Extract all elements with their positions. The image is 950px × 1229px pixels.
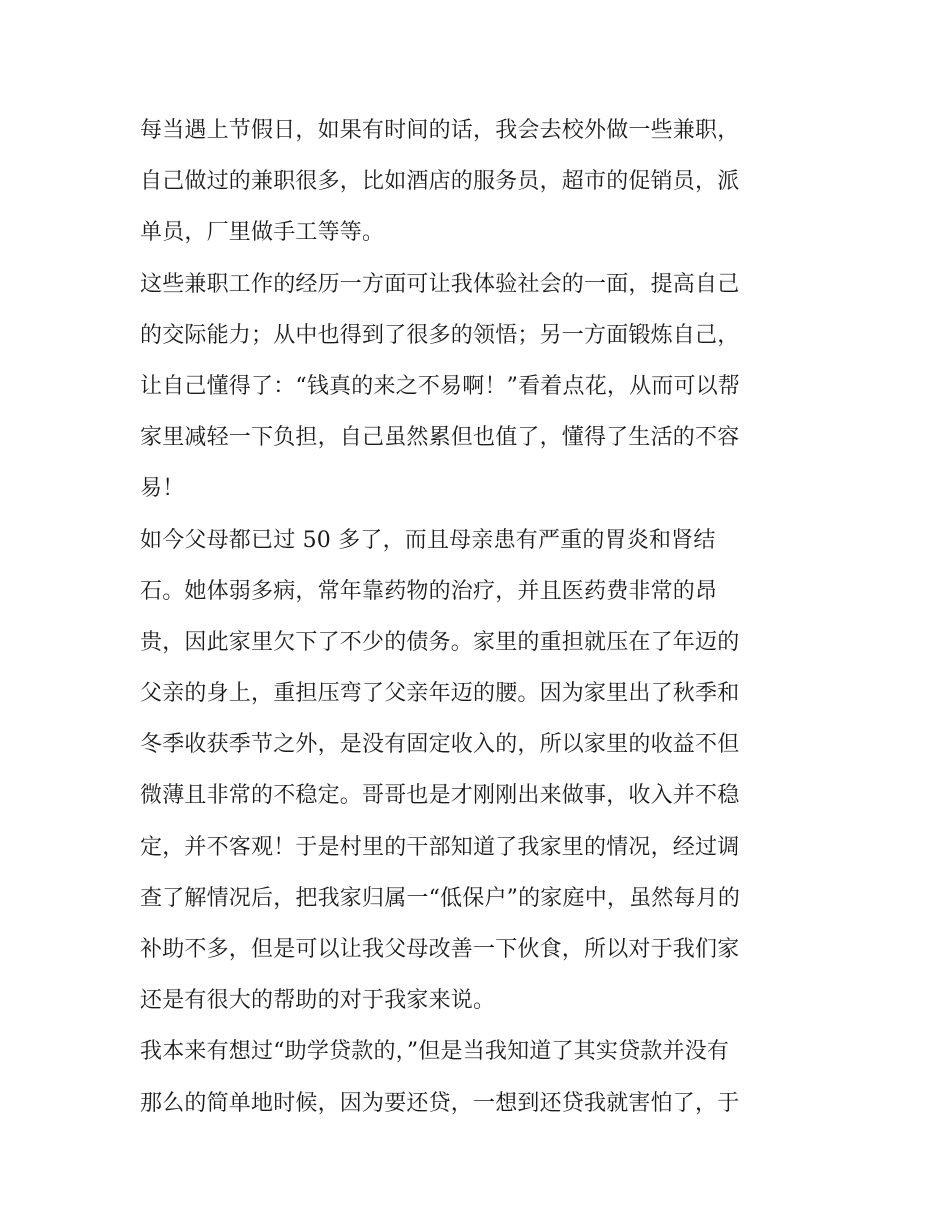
text-line-3: 单员，厂里做手工等等。	[140, 220, 385, 246]
text-line-11: 贵，因此家里欠下了不少的债务。家里的重担就压在了年迈的	[140, 629, 740, 655]
text-line-6: 让自己懂得了：“钱真的来之不易啊！”看着点花，从而可以帮	[140, 373, 741, 399]
text-line-9: 如今父母都已过 50 多了，而且母亲患有严重的胃炎和肾结	[140, 527, 716, 553]
text-line-12: 父亲的身上，重担压弯了父亲年迈的腰。因为家里出了秋季和	[140, 681, 740, 707]
text-line-1: 每当遇上节假日，如果有时间的话，我会去校外做一些兼职，	[140, 118, 740, 143]
document-body-text	[140, 105, 820, 1129]
text-line-16: 查了解情况后，把我家归属一“低保户”的家庭中，虽然每月的	[140, 885, 741, 911]
text-line-5: 的交际能力；从中也得到了很多的领悟；另一方面锻炼自己，	[140, 322, 740, 348]
text-line-7: 家里减轻一下负担，自己虽然累但也值了，懂得了生活的不容	[140, 425, 740, 451]
text-line-19: 我本来有想过“助学贷款的，”但是当我知道了其实贷款并没有	[140, 1039, 730, 1065]
text-line-2: 自己做过的兼职很多，比如酒店的服务员，超市的促销员，派	[140, 169, 740, 195]
text-line-13: 冬季收获季节之外，是没有固定收入的，所以家里的收益不但	[140, 732, 740, 758]
text-line-4: 这些兼职工作的经历一方面可让我体验社会的一面，提高自己	[140, 271, 740, 297]
text-line-18: 还是有很大的帮助的对于我家来说。	[140, 988, 496, 1014]
text-line-15: 定，并不客观！于是村里的干部知道了我家里的情况，经过调	[140, 834, 740, 860]
text-line-17: 补助不多，但是可以让我父母改善一下伙食，所以对于我们家	[140, 937, 740, 962]
text-line-8: 易！	[140, 476, 185, 502]
text-line-10: 石。她体弱多病，常年靠药物的治疗，并且医药费非常的昂	[140, 578, 718, 604]
text-line-14: 微薄且非常的不稳定。哥哥也是才刚刚出来做事，收入并不稳	[140, 783, 740, 809]
text-line-20: 那么的简单地时候，因为要还贷，一想到还贷我就害怕了，于	[140, 1090, 740, 1116]
